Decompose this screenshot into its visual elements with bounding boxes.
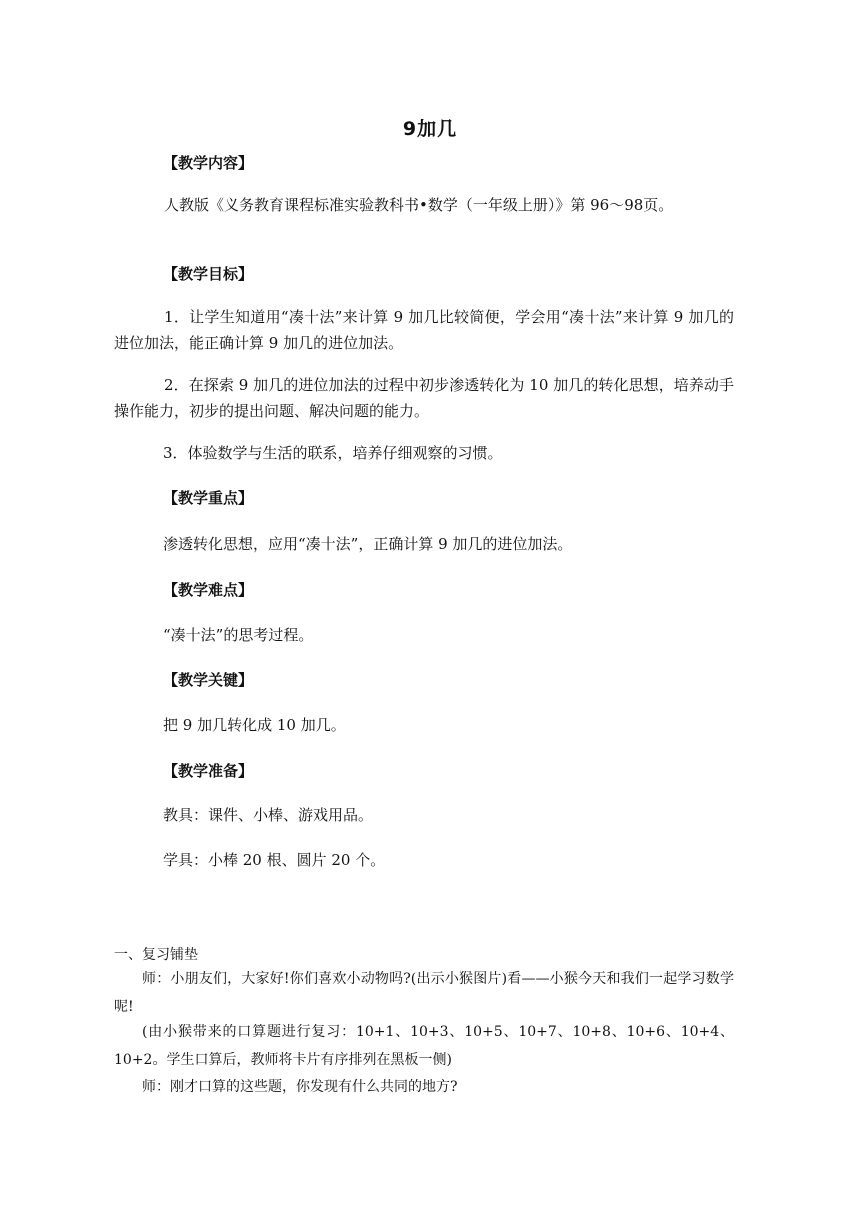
teaching-key-points-text: 渗透转化思想，应用“凑十法”，正确计算 9 加几的进位加法。	[163, 535, 573, 553]
section-review-heading: 一、复习铺垫	[114, 947, 198, 963]
student-materials: 学具：小棒 20 根、圆片 20 个。	[163, 851, 386, 869]
heading-teaching-key-points: 【教学重点】	[163, 489, 254, 507]
heading-teaching-content: 【教学内容】	[163, 154, 254, 172]
teaching-goal-2: 2．在探索 9 加几的进位加法的过程中初步渗透转化为 10 加几的转化思想，培养动手操作能力，初步的提出问题、解决问题的能力。	[114, 376, 734, 420]
teaching-content-text: 人教版《义务教育课程标准实验教科书•数学（一年级上册）》第 96～98页。	[164, 196, 674, 214]
teaching-difficulties-text: “凑十法”的思考过程。	[163, 626, 314, 644]
teacher-greeting: 师：小朋友们，大家好!你们喜欢小动物吗?(出示小猴图片)看——小猴今天和我们一起学习数学呢!	[114, 971, 734, 1015]
teacher-materials: 教具：课件、小棒、游戏用品。	[163, 806, 374, 824]
page-title: 9加几	[402, 118, 458, 140]
heading-teaching-difficulties: 【教学难点】	[163, 581, 254, 599]
heading-teaching-preparation: 【教学准备】	[163, 762, 254, 780]
teaching-goal-1: 1．让学生知道用“凑十法”来计算 9 加几比较简便，学会用“凑十法”来计算 9 加几的进位加法，能正确计算 9 加几的进位加法。	[114, 308, 734, 352]
heading-teaching-goals: 【教学目标】	[163, 265, 254, 283]
teaching-goal-3: 3．体验数学与生活的联系，培养仔细观察的习惯。	[163, 444, 503, 462]
heading-teaching-crux: 【教学关键】	[163, 671, 254, 689]
teacher-question: 师：刚才口算的这些题，你发现有什么共同的地方?	[142, 1079, 458, 1095]
review-exercise-note: (由小猴带来的口算题进行复习：10+1、10+3、10+5、10+7、10+8、10+6、10+4、10+2。学生口算后，教师将卡片有序排列在黑板一侧)	[114, 1024, 734, 1068]
teaching-crux-text: 把 9 加几转化成 10 加几。	[163, 716, 346, 734]
